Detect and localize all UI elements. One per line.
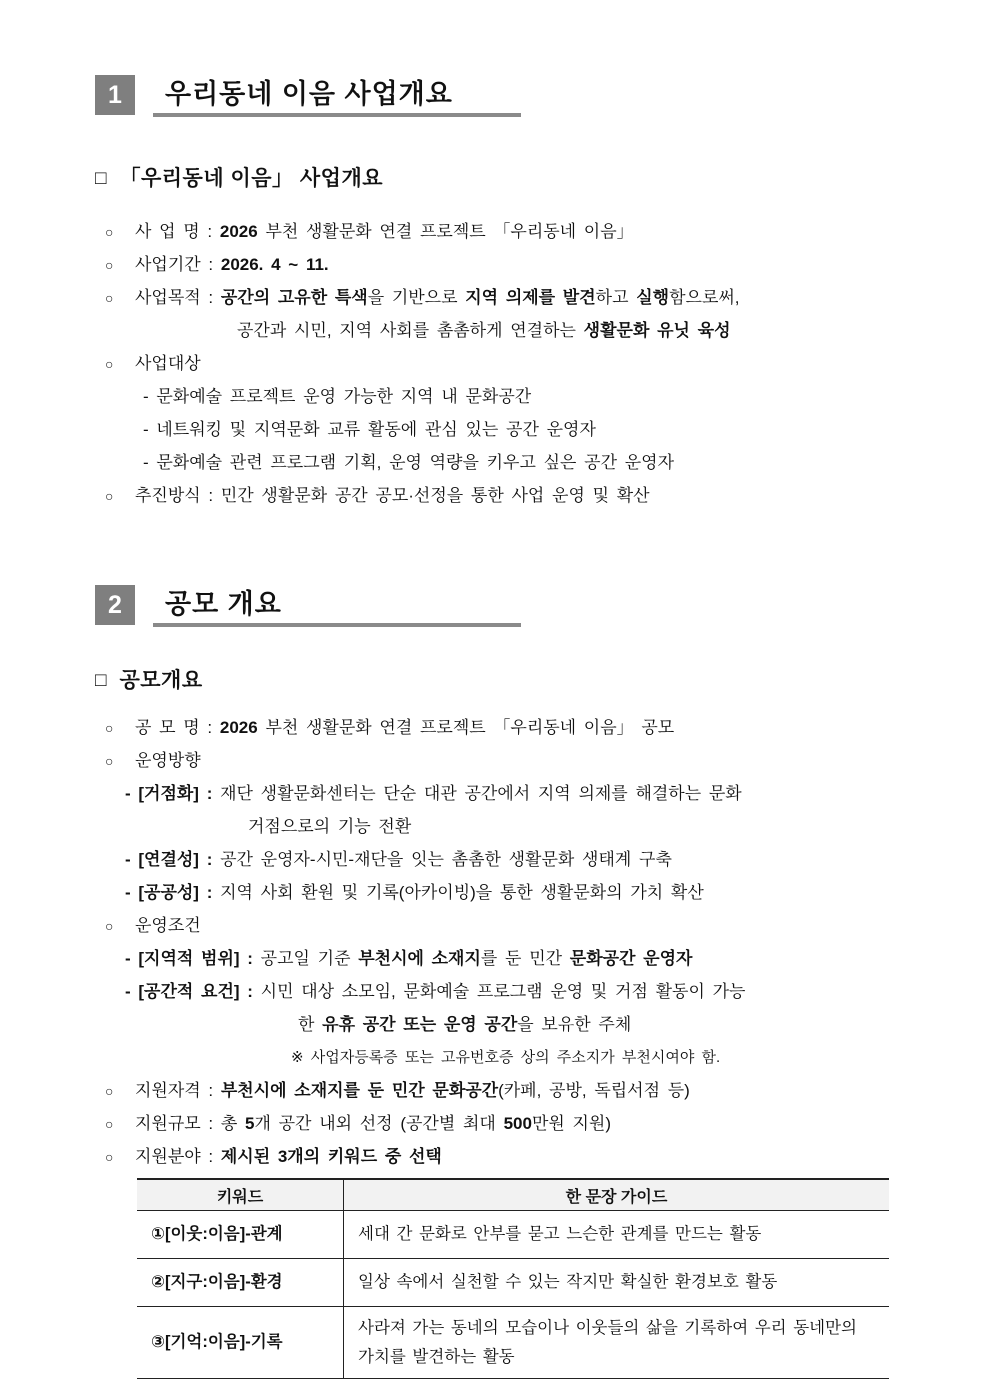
text-segment: 재단 생활문화센터는 단순 대관 공간에서 지역 의제를 해결하는 문화 <box>220 784 742 803</box>
text-segment: 5 <box>245 1114 255 1133</box>
sub-line <box>95 942 905 975</box>
text-segment: 2026 <box>219 718 258 737</box>
square-bullet-icon: □ <box>95 168 107 189</box>
bullet-line <box>95 1140 905 1173</box>
text-segment: 지역 사회 환원 및 기록(아카이빙)을 통한 생활문화의 가치 확산 <box>220 883 704 902</box>
subsection-heading-text: 공모개요 <box>119 669 203 692</box>
section-title-underline <box>153 75 521 117</box>
table-header-keyword: 키워드 <box>137 1179 344 1211</box>
guide-cell: 사라져 가는 동네의 모습이나 이웃들의 삶을 기록하여 우리 동네만의 가치를 발견하는 활동 <box>344 1307 890 1379</box>
text-segment: 부천시에 소재지를 둔 민간 문화공간 <box>220 1081 499 1100</box>
circle-bullet-icon: ○ <box>105 488 114 504</box>
text-segment: - [공간적 요건] : <box>125 982 261 1001</box>
section-number-badge: 2 <box>95 585 135 625</box>
subsection-heading <box>95 165 905 193</box>
text-segment: 사업기간 : <box>135 255 221 274</box>
text-segment: 실행 <box>636 288 670 307</box>
text-segment: - [연결성] : <box>125 850 221 869</box>
text-segment: 운영조건 <box>135 916 201 935</box>
square-bullet-icon: □ <box>95 670 107 691</box>
section-title-underline <box>153 585 521 627</box>
sub-line <box>95 446 905 479</box>
sub-line <box>95 975 905 1008</box>
circle-bullet-icon: ○ <box>105 356 114 372</box>
section-2-body <box>95 711 905 1173</box>
text-segment: 사 업 명 : <box>135 222 220 241</box>
text-segment: 개 공간 내외 선정 (공간별 최대 <box>254 1114 504 1133</box>
section-number-badge: 1 <box>95 75 135 115</box>
bullet-line <box>95 248 905 281</box>
bullet-line <box>95 1107 905 1140</box>
bullet-line <box>95 347 905 380</box>
bullet-line <box>95 479 905 512</box>
cont-line <box>95 314 905 347</box>
table-row <box>137 1211 889 1259</box>
section-1-header <box>95 75 905 119</box>
text-segment: 지원분야 : <box>135 1147 221 1166</box>
text-segment: 시민 대상 소모임, 문화예술 프로그램 운영 및 거점 활동이 가능 <box>260 982 746 1001</box>
text-segment: 공간의 고유한 특색 <box>220 288 368 307</box>
sub-line <box>95 777 905 810</box>
bullet-line <box>95 281 905 314</box>
text-segment: 거점으로의 기능 전환 <box>248 817 412 836</box>
sub-line <box>95 876 905 909</box>
text-segment: - [공공성] : <box>125 883 221 902</box>
section-2-header <box>95 585 905 629</box>
text-segment: 생활문화 유닛 육성 <box>583 321 731 340</box>
keyword-guide-table <box>137 1178 889 1379</box>
text-segment: 부천 생활문화 연결 프로젝트 「우리동네 이음」 공모 <box>257 718 675 737</box>
circle-bullet-icon: ○ <box>105 1083 114 1099</box>
text-segment: 을 보유한 주체 <box>517 1015 632 1034</box>
text-segment: 지역 의제를 발견 <box>465 288 596 307</box>
section-title: 우리동네 이음 사업개요 <box>165 79 453 109</box>
bullet-line <box>95 215 905 248</box>
text-segment: 공간과 시민, 지역 사회를 촘촘하게 연결하는 <box>237 321 584 340</box>
text-segment: 사업목적 : <box>135 288 221 307</box>
subsection-heading-text: 「우리동네 이음」 사업개요 <box>119 167 384 190</box>
table-header-row <box>137 1179 889 1211</box>
text-segment: 유휴 공간 또는 운영 공간 <box>322 1015 518 1034</box>
section-1-body <box>95 215 905 512</box>
sub-line <box>95 843 905 876</box>
table-body <box>137 1211 889 1379</box>
text-segment: 제시된 3개의 키워드 중 선택 <box>220 1147 442 1166</box>
circle-bullet-icon: ○ <box>105 1149 114 1165</box>
circle-bullet-icon: ○ <box>105 257 114 273</box>
cont-line <box>95 1008 905 1041</box>
circle-bullet-icon: ○ <box>105 290 114 306</box>
text-segment: - [거점화] : <box>125 784 221 803</box>
circle-bullet-icon: ○ <box>105 753 114 769</box>
text-segment: 한 <box>298 1015 323 1034</box>
circle-bullet-icon: ○ <box>105 1116 114 1132</box>
text-segment: 만원 지원) <box>531 1114 612 1133</box>
sub-line <box>95 413 905 446</box>
section-1 <box>95 75 905 512</box>
text-segment: 공 모 명 : <box>135 718 220 737</box>
text-segment: 지원규모 : 총 <box>135 1114 246 1133</box>
keyword-cell: ③[기억:이음]-기록 <box>137 1307 344 1379</box>
text-segment: - 문화예술 관련 프로그램 기획, 운영 역량을 키우고 싶은 공간 운영자 <box>143 453 675 472</box>
table-row <box>137 1307 889 1379</box>
circle-bullet-icon: ○ <box>105 224 114 240</box>
cont-line <box>95 810 905 843</box>
text-segment: 추진방식 : 민간 생활문화 공간 공모·선정을 통한 사업 운영 및 확산 <box>135 486 650 505</box>
note-line <box>95 1041 905 1074</box>
table-row <box>137 1259 889 1307</box>
bullet-line <box>95 744 905 777</box>
text-segment: 500 <box>503 1114 532 1133</box>
guide-cell: 세대 간 문화로 안부를 묻고 느슨한 관계를 만드는 활동 <box>344 1211 890 1259</box>
text-segment: 2026 <box>219 222 258 241</box>
guide-cell: 일상 속에서 실천할 수 있는 작지만 확실한 환경보호 활동 <box>344 1259 890 1307</box>
text-segment: - 네트워킹 및 지역문화 교류 활동에 관심 있는 공간 운영자 <box>143 420 596 439</box>
text-segment: - [지역적 범위] : <box>125 949 261 968</box>
bullet-line <box>95 909 905 942</box>
text-segment: 하고 <box>595 288 637 307</box>
text-segment: 부천 생활문화 연결 프로젝트 「우리동네 이음」 <box>257 222 634 241</box>
keyword-cell: ①[이웃:이음]-관계 <box>137 1211 344 1259</box>
text-segment: 지원자격 : <box>135 1081 221 1100</box>
text-segment: 문화공간 운영자 <box>569 949 693 968</box>
text-segment: 부천시에 소재지 <box>358 949 481 968</box>
text-segment: 함으로써, <box>669 288 740 307</box>
text-segment: 공간 운영자-시민-재단을 잇는 촘촘한 생활문화 생태계 구축 <box>220 850 672 869</box>
text-segment: 사업대상 <box>135 354 201 373</box>
text-segment: 2026. 4 ~ 11. <box>220 255 329 274</box>
text-segment: 운영방향 <box>135 751 201 770</box>
circle-bullet-icon: ○ <box>105 720 114 736</box>
bullet-line <box>95 711 905 744</box>
text-segment: 를 둔 민간 <box>480 949 570 968</box>
text-segment: - 문화예술 프로젝트 운영 가능한 지역 내 문화공간 <box>143 387 532 406</box>
text-segment: 공고일 기준 <box>260 949 359 968</box>
text-segment: ※ 사업자등록증 또는 고유번호증 상의 주소지가 부천시여야 함. <box>291 1049 721 1066</box>
bullet-line <box>95 1074 905 1107</box>
sub-line <box>95 380 905 413</box>
circle-bullet-icon: ○ <box>105 918 114 934</box>
text-segment: 을 기반으로 <box>367 288 466 307</box>
section-2 <box>95 585 905 1379</box>
subsection-heading <box>95 667 905 695</box>
table-header-guide: 한 문장 가이드 <box>344 1179 890 1211</box>
section-title: 공모 개요 <box>165 589 282 619</box>
keyword-cell: ②[지구:이음]-환경 <box>137 1259 344 1307</box>
text-segment: (카페, 공방, 독립서점 등) <box>498 1081 690 1100</box>
